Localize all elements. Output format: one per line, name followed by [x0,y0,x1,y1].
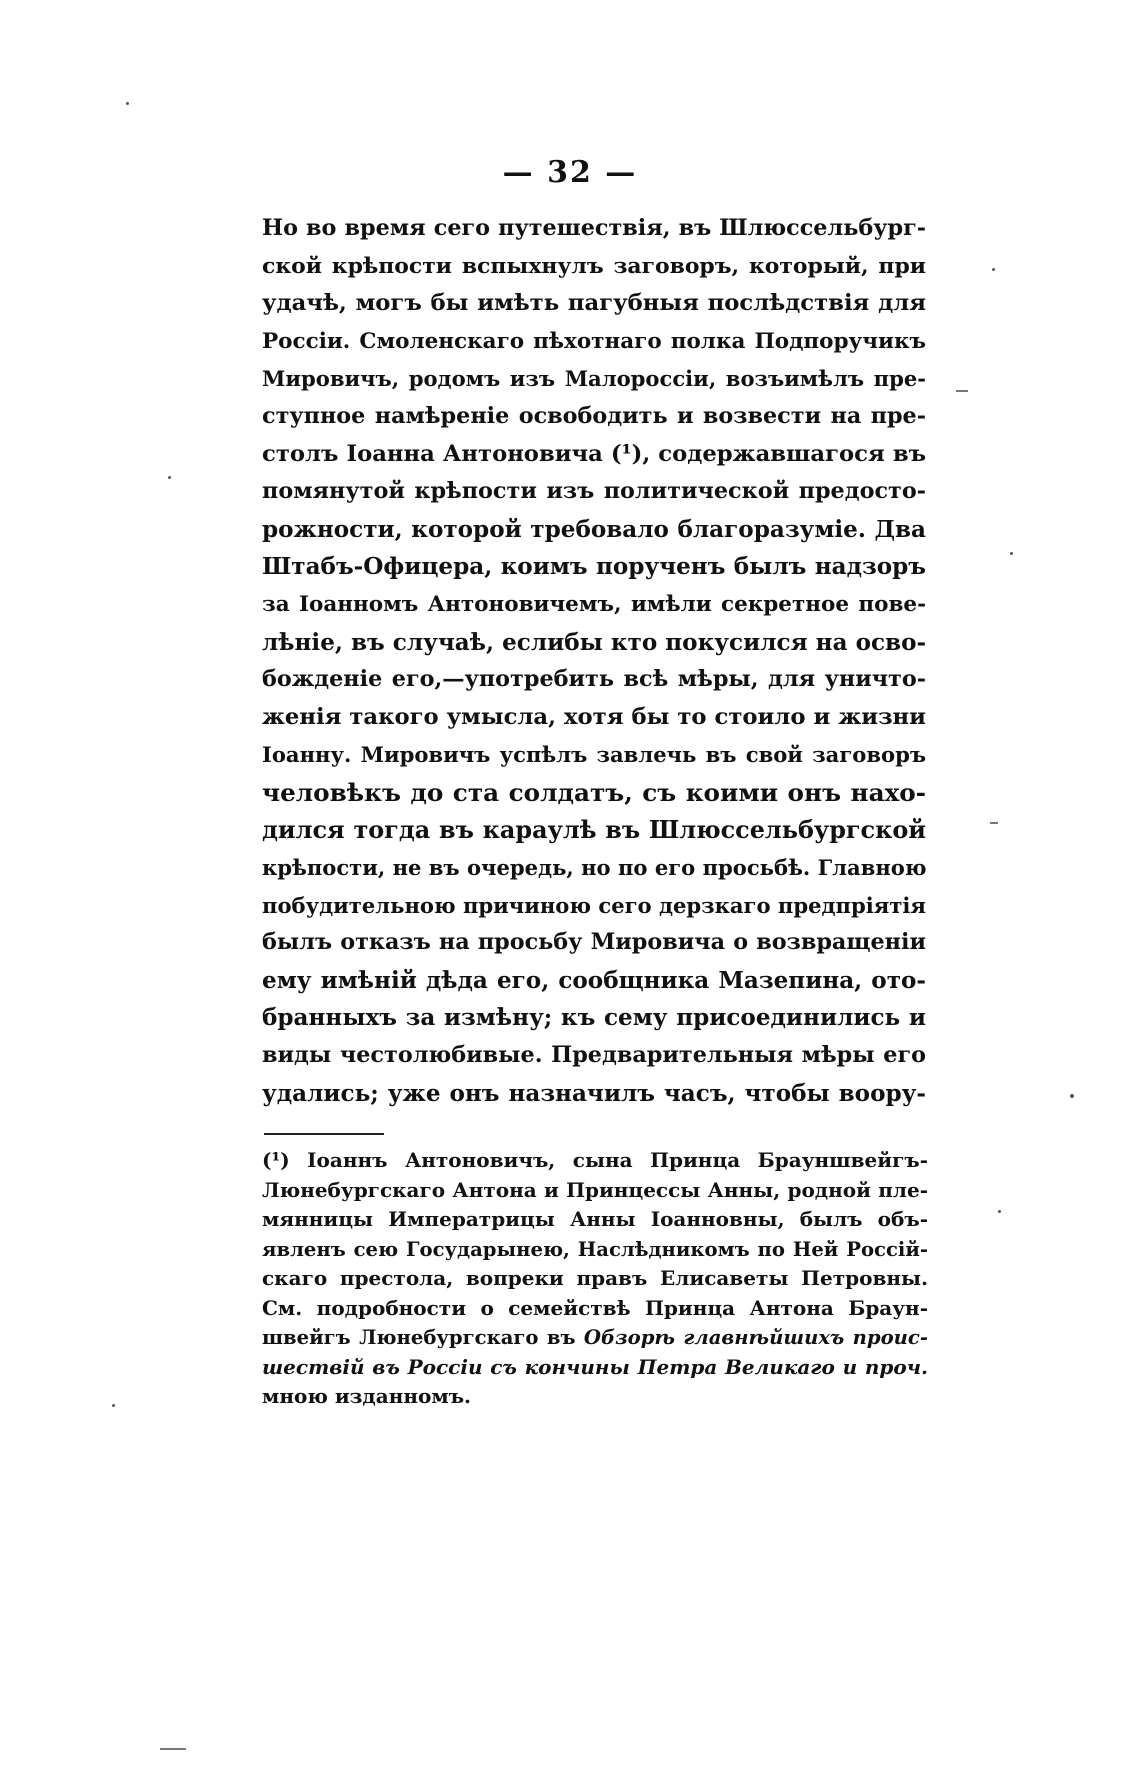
footnote-line: скаго престола, вопреки правъ Елисаветы Петровны. [262,1266,928,1290]
body-text-line: дился тогда въ караулѣ въ Шлюссельбургской [262,815,926,844]
footnote-book-title-cont: шествій въ Россіи съ кончины Петра Великаго и проч. [262,1354,928,1379]
scan-mark [956,390,968,392]
footnote-line: мянницы Императрицы Анны Іоанновны, былъ объ- [262,1207,928,1231]
body-text-line: бранныхъ за измѣну; къ сему присоединились и [262,1004,926,1032]
body-text-line: удались; уже онъ назначилъ часъ, чтобы воору- [262,1079,926,1107]
footnote-block [262,1146,928,1412]
footnote-line [262,1323,928,1353]
scan-speck [992,268,995,271]
body-text-line: помянутой крѣпости изъ политической предосто- [262,478,926,505]
scan-speck [126,102,129,105]
body-text-line: Россіи. Смоленскаго пѣхотнаго полка Подпоручикъ [262,328,926,354]
scan-speck [1010,552,1013,555]
footnote-plain-text: мною изданномъ. [262,1384,472,1408]
footnote-line [262,1382,928,1412]
body-text-line: ему имѣній дѣда его, сообщника Мазепина, ото- [262,966,926,994]
body-text-line: Мировичъ, родомъ изъ Малороссіи, возъимѣлъ пре- [262,366,926,392]
body-text-line: лѣніе, въ случаѣ, еслибы кто покусился на осво- [262,628,927,656]
body-text-line: Но во время сего путешествія, въ Шлюссельбург- [262,215,926,241]
body-text-line: столъ Іоанна Антоновича (¹), содержавшагося въ [262,440,926,467]
footnote-line: См. подробности о семействѣ Принца Антона Браун- [262,1295,928,1320]
body-text-line: человѣкъ до ста солдатъ, съ коими онъ нахо- [262,777,926,807]
body-text-line: ступное намѣреніе освободить и возвести на пре- [262,402,926,429]
scan-mark [160,1748,186,1750]
body-text-line: былъ отказъ на просьбу Мировича о возвращеніи [262,929,926,956]
body-text-line: Іоанну. Мировичъ успѣлъ завлечь въ свой заговоръ [262,742,926,768]
body-text-line: виды честолюбивые. Предварительныя мѣры его [262,1042,926,1069]
body-text-line: удачѣ, могъ бы имѣть пагубныя послѣдствія для [262,290,926,317]
scan-speck [998,1210,1001,1213]
body-text-line: крѣпости, не въ очередь, но по его просьбѣ. Главною [262,855,927,881]
footnote-line [262,1353,928,1383]
body-text-line: женія такого умысла, хотя бы то стоило и жизни [262,703,926,730]
footnote-line: (¹) Іоаннъ Антоновичъ, сына Принца Брауншвейгъ- [262,1148,928,1172]
footnote-plain-text: швейгъ Люнебургскаго въ [262,1326,576,1349]
footnote-book-title: Обзорѣ главнѣйшихъ проис- [583,1326,928,1349]
body-text-line: божденіе его,—употребить всѣ мѣры, для уничто- [262,666,926,693]
body-text-line: побудительною причиною сего дерзкаго предпріятія [262,892,926,918]
footnote-line: Люнебургскаго Антона и Принцессы Анны, родной пле- [262,1177,928,1202]
body-text-line: рожности, которой требовало благоразуміе. Два [262,515,926,543]
footnote-divider [264,1133,384,1135]
scan-speck [168,476,171,479]
scan-mark [990,822,998,824]
footnote-line: явленъ сею Государынею, Наслѣдникомъ по Ней Россій- [262,1237,928,1261]
scan-speck [112,1404,115,1407]
main-text-block [262,210,926,1112]
scan-speck [1070,1094,1074,1098]
body-text-line: ской крѣпости вспыхнулъ заговоръ, который, при [262,252,926,279]
body-text-line: Штабъ-Офицера, коимъ порученъ былъ надзоръ [262,553,926,581]
body-text-line: за Іоанномъ Антоновичемъ, имѣли секретное пове- [262,591,926,617]
page-number: — 32 — [502,155,638,190]
